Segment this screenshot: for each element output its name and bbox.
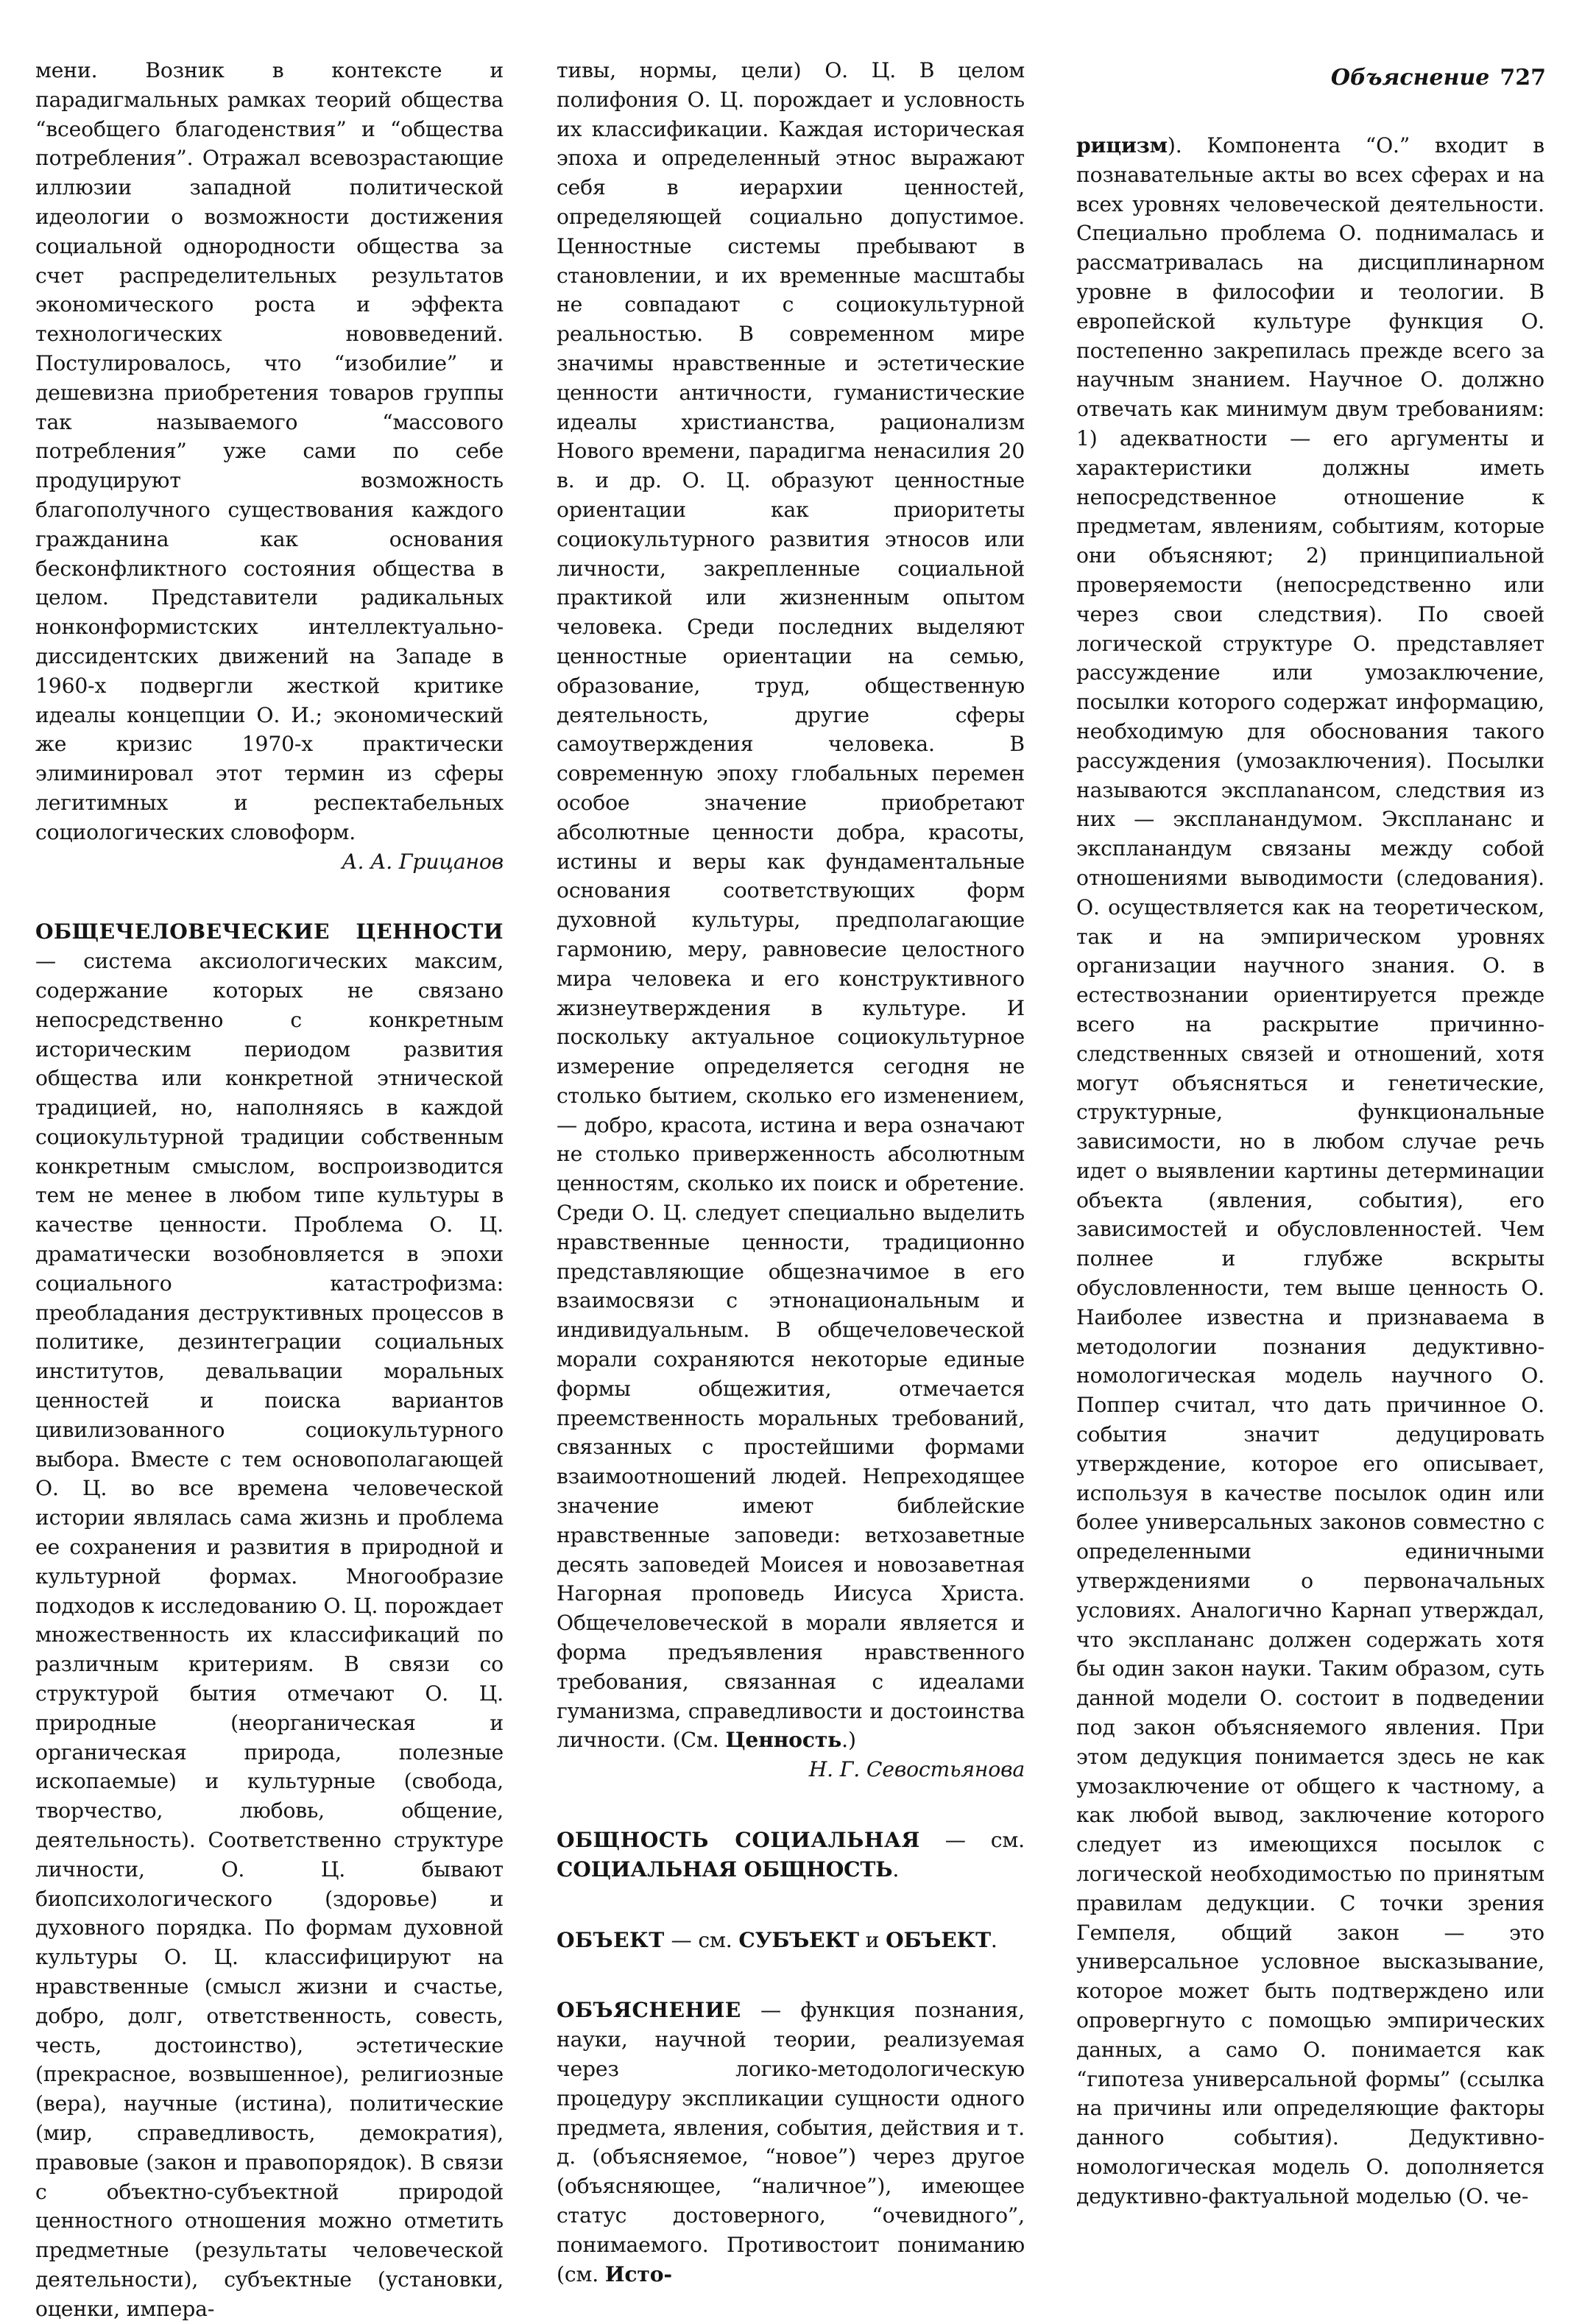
entry-social-community bbox=[557, 1826, 1025, 1885]
cross-reference: СУБЪЕКТ bbox=[738, 1927, 859, 1952]
entry-term: ОБЪЕКТ bbox=[557, 1927, 665, 1952]
entry-text: — см. bbox=[919, 1828, 1025, 1853]
entry-text-end: . bbox=[990, 1927, 998, 1952]
entry-term: ОБЪЯСНЕНИЕ bbox=[557, 1998, 741, 2023]
column-left bbox=[35, 56, 504, 2324]
paragraph-text-end: .) bbox=[841, 1728, 856, 1753]
column-middle bbox=[557, 56, 1025, 2289]
entry-text: — система аксиологических максим, содержание которых не связано непосредственно с конкретным историческим периодом развития общества или конкретной этнической традицией, но, наполняясь в каждой социокультурной традиции собственным конкретным смыслом, воспроизводится тем не менее в любом типе культуры в качестве ценности. Проблема О. Ц. драматически возобновляется в эпохи социального катастрофизма: преобладания деструктивных процессов в политике, дезинтеграции социальных институтов, девальвации моральных ценностей и поиска вариантов цивилизованного социокультурного выбора. Вместе с тем основополагающей О. Ц. во все времена человеческой истории являлась сама жизнь и проблема ее сохранения и развития в природной и культурной формах. Многообразие подходов к исследованию О. Ц. порождает множественность их классификаций по различным критериям. В связи со структурой бытия отмечают О. Ц. природные (неорганическая и органическая природа, полезные ископаемые) и культурные (свобода, творчество, любовь, общение, деятельность). Соответственно структуре личности, О. Ц. бывают биопсихологического (здоровье) и духовного порядка. По формам духовной культуры О. Ц. классифицируют на нравственные (смысл жизни и счастье, добро, долг, ответственность, совесть, честь, достоинство), эстетические (прекрасное, возвышенное), религиозные (вера), научные (истина), политические (мир, справедливость, демократия), правовые (закон и правопорядок). В связи с объектно-субъектной природой ценностного отношения можно отметить предметные (результаты человеческой деятельности), субъектные (установки, оценки, импера- bbox=[35, 949, 504, 2321]
author-signature: А. А. Грицанов bbox=[342, 849, 504, 874]
paragraph-continuation bbox=[1076, 131, 1544, 2211]
cross-reference: Исто- bbox=[604, 2261, 672, 2286]
cross-reference: Ценность bbox=[725, 1728, 842, 1753]
entry-text: — см. bbox=[664, 1927, 739, 1952]
entry-explanation bbox=[557, 1996, 1025, 2289]
cross-reference: ОБЪЕКТ bbox=[886, 1927, 991, 1952]
column-right bbox=[1076, 131, 1544, 2211]
cross-reference: рицизм bbox=[1076, 133, 1168, 158]
entry-text-end: . bbox=[892, 1857, 900, 1882]
header-word: Объяснение bbox=[1330, 65, 1490, 91]
running-header bbox=[1156, 65, 1546, 91]
author-signature: Н. Г. Севостьянова bbox=[808, 1757, 1025, 1782]
entry-term: ОБЩНОСТЬ СОЦИАЛЬНАЯ bbox=[557, 1828, 920, 1853]
entry-text-and: и bbox=[858, 1927, 886, 1952]
entry-text: — функция познания, науки, научной теории, реализуемая через логико-методологическую процедуру экспликации сущности одного предмета, явления, события, действия и т. д. (объясняемое, “новое”) через другое (объясняющее, “наличное”), имеющее статус достоверного, “очевидного”, понимаемого. Противостоит пониманию (см. bbox=[557, 1998, 1025, 2286]
paragraph-continuation: мени. Возник в контексте и парадигмальных рамках теорий общества “всеобщего благоденствия” и “общества потребления”. Отражал всевозрастающие иллюзии западной политической идеологии о возможности достижения социальной однородности общества за счет распределительных результатов экономического роста и эффекта технологических нововведений. Постулировалось, что “изобилие” и дешевизна приобретения товаров группы так называемого “массового потребления” уже сами по себе продуцируют возможность благополучного существования каждого гражданина как основания бесконфликтного состояния общества в целом. Представители радикальных нонконформистских интеллектуально-диссидентских движений на Западе в 1960-х подвергли жесткой критике идеалы концепции О. И.; экономический же кризис 1970-х практически элиминировал этот термин из сферы легитимных и респектабельных социологических словоформ. bbox=[35, 58, 504, 844]
paragraph-continuation bbox=[557, 56, 1025, 1755]
paragraph-text: тивы, нормы, цели) О. Ц. В целом полифония О. Ц. порождает и условность их классификации. Каждая историческая эпоха и определенный этнос выражают себя в иерархии ценностей, определяющей социально допустимое. Ценностные системы пребывают в становлении, и их временные масштабы не совпадают с социокультурной реальностью. В современном мире значимы нравственные и эстетические ценности античности, гуманистические идеалы христианства, рационализм Нового времени, парадигма ненасилия 20 в. и др. О. Ц. образуют ценностные ориентации как приоритеты социокультурного развития этносов или личности, закрепленные социальной практикой или жизненным опытом человека. Среди последних выделяют ценностные ориентации на семью, образование, труд, общественную деятельность, другие сферы самоутверждения человека. В современную эпоху глобальных перемен особое значение приобретают абсолютные ценности добра, красоты, истины и веры как фундаментальные основания соответствующих форм духовной культуры, предполагающие гармонию, меру, равновесие целостного мира человека и его конструктивного жизнеутверждения в культуре. И поскольку актуальное социокультурное измерение определяется сегодня не столько бытием, сколько его изменением, — добро, красота, истина и вера означают не столько приверженность абсолютным ценностям, сколько их поиск и обретение. Среди О. Ц. следует специально выделить нравственные ценности, традиционно представляющие общезначимое в его взаимосвязи с этнонациональным и индивидуальным. В общечеловеческой морали сохраняются некоторые единые формы общежития, отмечается преемственность моральных требований, связанных с простейшими формами взаимоотношений людей. Непреходящее значение имеют библейские нравственные заповеди: ветхозаветные десять заповедей Моисея и новозаветная Нагорная проповедь Иисуса Христа. Общечеловеческой в морали является и форма предъявления нравственного требования, связанная с идеалами гуманизма, справедливости и достоинства личности. (См. bbox=[557, 58, 1025, 1753]
entry-general-human-values bbox=[35, 917, 504, 2323]
page-number: 727 bbox=[1500, 65, 1546, 91]
paragraph-text: ). Компонента “О.” входит в познавательные акты во всех сферах и на всех уровнях человеческой деятельности. Специально проблема О. поднималась и рассматривалась на дисциплинарном уровне в философии и теологии. В европейской культуре функция О. постепенно закрепилась прежде всего за научным знанием. Научное О. должно отвечать как минимум двум требованиям: 1) адекватности — его аргументы и характеристики должны иметь непосредственное отношение к предметам, явлениям, событиям, которые они объясняют; 2) принципиальной проверяемости (непосредственно или через свои следствия). По своей логической структуре О. представляет рассуждение или умозаключение, посылки которого содержат информацию, необходимую для обоснования такого рассуждения (умозаключения). Посылки называются эксплanансом, следствия из них — экспланандумом. Эксплананс и экспланандум связаны между собой отношениями выводимости (следования). О. осуществляется как на теоретическом, так и на эмпирическом уровнях организации научного знания. О. в естествознании ориентируется прежде всего на раскрытие причинно-следственных связей и отношений, хотя могут объясняться и генетические, структурные, функциональные зависимости, но в любом случае речь идет о выявлении картины детерминации объекта (явления, события), его зависимостей и обусловленностей. Чем полнее и глубже вскрыты обусловленности, тем выше ценность О. Наиболее известна и признаваема в методологии познания дедуктивно-номологическая модель научного О. Поппер считал, что дать причинное О. события значит дедуцировать утверждение, которое его описывает, используя в качестве посылок один или более универсальных законов совместно с определенными единичными утверждениями о первоначальных условиях. Аналогично Карнап утверждал, что эксплананс должен содержать хотя бы один закон науки. Таким образом, суть данной модели О. состоит в подведении под закон объясняемого явления. При этом дедукция понимается здесь не как умозаключение от общего к частному, а как любой вывод, заключение которого следует из имеющихся посылок с логической необходимостью по принятым правилам дедукции. С точки зрения Гемпеля, общий закон — это универсальное условное высказывание, которое может быть подтверждено или опровергнуто с помощью эмпирических данных, а само О. понимается как “гипотеза универсальной формы” (ссылка на причины или определяющие факторы данного события). Дедуктивно-номологическая модель О. дополняется дедуктивно-фактуальной моделью (О. че- bbox=[1076, 133, 1544, 2208]
entry-object bbox=[557, 1926, 1025, 1955]
cross-reference: СОЦИАЛЬНАЯ ОБЩНОСТЬ bbox=[557, 1857, 893, 1882]
entry-term: ОБЩЕЧЕЛОВЕЧЕСКИЕ ЦЕННОСТИ bbox=[35, 919, 504, 944]
